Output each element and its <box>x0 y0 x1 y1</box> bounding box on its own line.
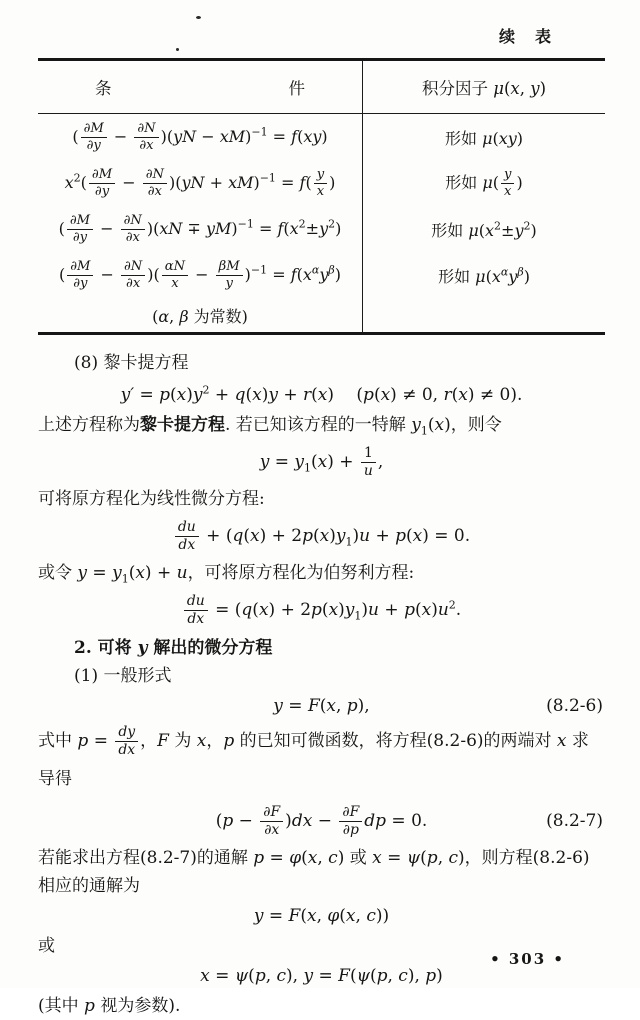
paragraph-parameter-note <box>38 992 605 1020</box>
condition-cell <box>38 114 363 160</box>
page-number: • 303 • <box>490 950 565 968</box>
section-8-heading: (8) 黎卡提方程 <box>74 353 189 373</box>
condition-cell <box>38 206 363 252</box>
bold-term: 黎卡提方程 <box>140 415 225 435</box>
empty-cell <box>363 298 605 332</box>
equation-text: $\frac{du}{dx}$ + $(q(x) + 2p(x)y_1)u + p(x) = 0$. <box>173 526 470 546</box>
condition-equation: ( $\frac{\partial M}{\partial y}$ − $\frac{\partial N}{\partial x}$ )(yN − xM)$^{-1}$ = f(xy) <box>72 120 328 153</box>
section-2-1-heading: (1) 一般形式 <box>74 666 172 686</box>
factor-text: 形如 μ( $\frac{y}{x}$ ) <box>445 166 523 199</box>
condition-equation: ( $\frac{\partial M}{\partial y}$ − $\frac{\partial N}{\partial x}$ )( $\frac{\alpha N}{x}$ − $\frac{\beta M}{y}$ )$^{-1} = f(x^\alpha y^\beta)$ <box>58 258 342 291</box>
scan-speck <box>196 16 201 19</box>
factor-header-text: 积分因子 μ(x, y) <box>422 79 546 98</box>
factor-cell <box>363 160 605 206</box>
paragraph-riccati-name <box>38 411 605 439</box>
paragraph-solve-1 <box>38 844 605 872</box>
note-cell <box>38 298 363 332</box>
solution-equation-1 <box>38 902 605 930</box>
condition-header-text <box>95 75 305 99</box>
constants-note: (α, β 为常数) <box>152 306 248 326</box>
text-run: 上述方程称为 <box>38 415 140 435</box>
factor-cell <box>363 206 605 252</box>
text-run: (其中 p 视为参数). <box>38 996 181 1016</box>
table-note-row <box>38 298 605 332</box>
linear-ode-equation <box>38 516 605 556</box>
factor-text: 形如 $\mu(x^2\pm y^2)$ <box>431 219 537 240</box>
condition-equation: $x^2$( $\frac{\partial M}{\partial y}$ − $\frac{\partial N}{\partial x}$ )(yN + xM)$^{-1}$ = f( $\frac{y}{x}$ ) <box>64 166 336 199</box>
integrating-factor-table <box>38 58 605 335</box>
paragraph-bernoulli <box>38 559 605 587</box>
text-run: . 若已知该方程的一特解 $y_1(x)$，则令 <box>225 415 502 438</box>
paragraph-derive <box>38 722 605 798</box>
equation-text: x = ψ(p, c), y = F(ψ(p, c), p) <box>200 966 443 986</box>
condition-cell <box>38 160 363 206</box>
table-row <box>38 160 605 206</box>
text-run: 2. 可将 y 解出的微分方程 <box>74 638 273 658</box>
table-header-row <box>38 61 605 114</box>
equation-text: y = F(x, φ(x, c)) <box>253 906 390 926</box>
paragraph-solve-2: 相应的通解为 <box>38 876 140 896</box>
text-run: 式中 p = $\frac{dy}{dx}$ ，F 为 x，p 的已知可微函数，将方程(8.2-6)的两端对 x 求导得 <box>38 724 589 789</box>
factor-text: 形如 $\mu(x^\alpha y^\beta)$ <box>438 265 530 286</box>
condition-equation: ( $\frac{\partial M}{\partial y}$ − $\frac{\partial N}{\partial x}$ )$(xN \mp yM)^{-1} = f(x^2\pm y^2)$ <box>58 212 342 245</box>
equation-text: (p − $\frac{\partial F}{\partial x}$ )dx − $\frac{\partial F}{\partial p}$ dp = 0. <box>215 804 428 838</box>
equation-text: $y' = p(x)y^2 + q(x)y + r(x)$ (p(x) ≠ 0, r(x) ≠ 0). <box>120 383 523 405</box>
equation-text: $\frac{du}{dx}$ = $(q(x) + 2p(x)y_1)u + p(x)u^2$. <box>182 600 461 620</box>
factor-cell <box>363 252 605 298</box>
bernoulli-equation <box>38 590 605 630</box>
text-run: 若能求出方程(8.2-7)的通解 p = φ(x, c) 或 x = ψ(p, c)，则方程(8.2-6) <box>38 848 590 868</box>
condition-header-char-2: 件 <box>288 79 305 98</box>
factor-text: 形如 μ(xy) <box>444 128 524 148</box>
condition-header-char-1: 条 <box>95 79 112 98</box>
equation-number: (8.2-6) <box>546 696 603 716</box>
continued-table-label: 续 表 <box>498 27 553 46</box>
header-cell-factor <box>363 61 605 114</box>
table-row <box>38 114 605 160</box>
riccati-equation <box>38 381 605 409</box>
derived-equation <box>38 801 605 841</box>
scan-speck <box>176 48 179 51</box>
factor-cell <box>363 114 605 160</box>
general-form-equation <box>38 692 605 720</box>
condition-cell <box>38 252 363 298</box>
paragraph-or: 或 <box>38 936 55 956</box>
equation-text: y = F(x, p), <box>273 696 370 716</box>
substitution-equation <box>38 442 605 482</box>
equation-number: (8.2-7) <box>546 811 603 831</box>
section-2-heading <box>38 634 605 662</box>
table-row <box>38 206 605 252</box>
header-cell-condition <box>38 61 363 114</box>
paragraph-linear: 可将原方程化为线性微分方程: <box>38 489 265 509</box>
equation-text: $y = y_1(x)$ + $\frac{1}{u}$ , <box>259 445 384 479</box>
text-run: 或令 $y = y_1(x) + u$，可将原方程化为伯努利方程: <box>38 563 415 586</box>
table-row <box>38 252 605 298</box>
